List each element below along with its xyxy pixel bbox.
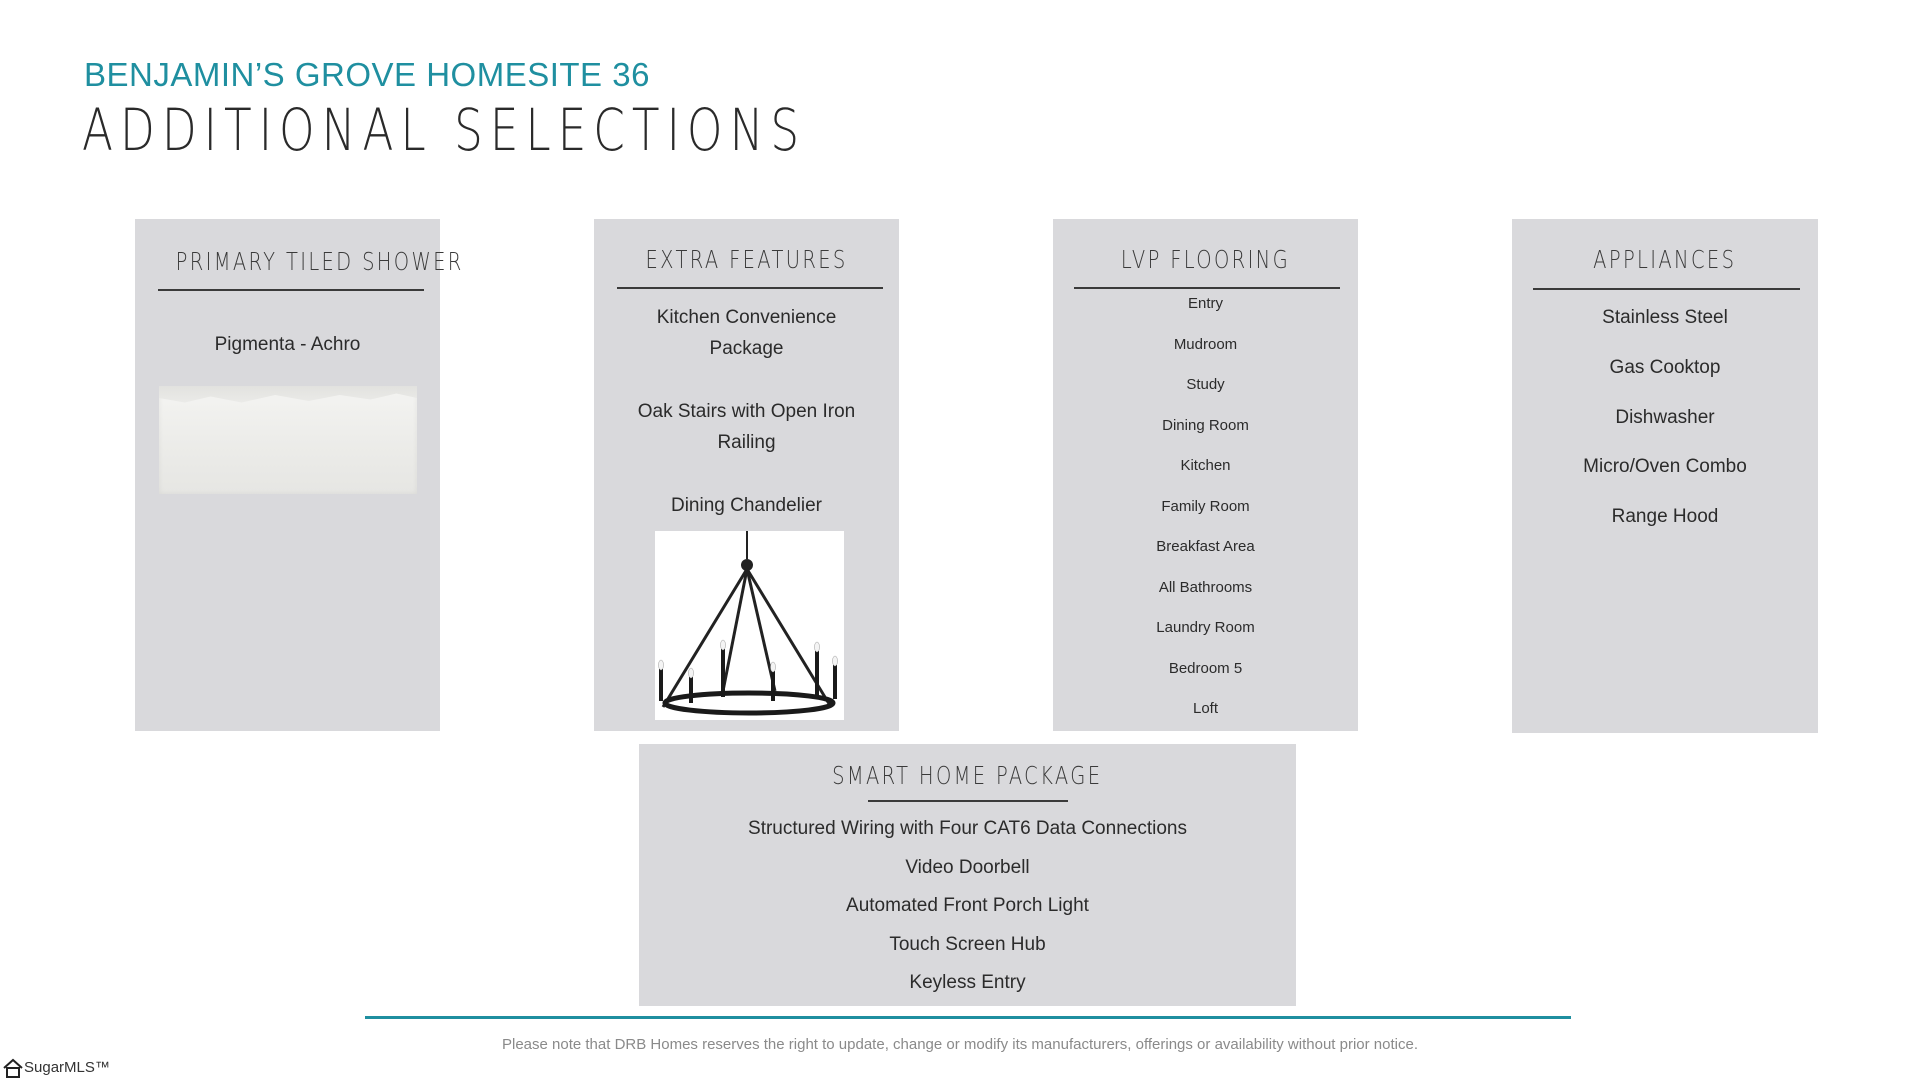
smart-item-touch-screen-hub: Touch Screen Hub (889, 934, 1046, 955)
lvp-item-bedroom-5: Bedroom 5 (1168, 660, 1243, 677)
extra-item-oak-stairs-cont: Railing (717, 432, 776, 453)
lvp-item-dining-room: Dining Room (1162, 417, 1249, 434)
page-title: ADDITIONAL SELECTIONS (82, 96, 807, 164)
lvp-item-kitchen: Kitchen (1180, 457, 1231, 474)
lvp-item-breakfast-area: Breakfast Area (1156, 538, 1255, 555)
footer-divider (365, 1016, 1571, 1019)
smart-home-card (639, 744, 1296, 1006)
lvp-item-loft: Loft (1192, 700, 1219, 717)
appliances-card (1512, 219, 1818, 733)
smart-item-video-doorbell: Video Doorbell (905, 857, 1030, 878)
appliances-rule (1533, 288, 1800, 290)
shower-card (135, 219, 464, 731)
smart-item-keyless-entry: Keyless Entry (909, 972, 1026, 993)
lvp-item-entry: Entry (1187, 295, 1223, 312)
lvp-item-family-room: Family Room (1161, 498, 1250, 515)
appliances-title: APPLIANCES (1593, 245, 1737, 274)
smart-item-structured-wiring: Structured Wiring with Four CAT6 Data Connections (748, 818, 1187, 839)
extra-features-title: EXTRA FEATURES (645, 245, 848, 274)
lvp-flooring-rule (1074, 287, 1340, 289)
extra-features-card (594, 219, 899, 731)
lvp-flooring-title: LVP FLOORING (1120, 245, 1291, 274)
tile-sample-image (159, 386, 417, 494)
lvp-item-study: Study (1186, 376, 1225, 393)
disclaimer-text: Please note that DRB Homes reserves the right to update, change or modify its manufacturers, offerings or availability without prior notice. (501, 1036, 1418, 1053)
chandelier-image (655, 531, 844, 720)
appliance-gas-cooktop: Gas Cooktop (1609, 357, 1721, 378)
lvp-item-mudroom: Mudroom (1173, 336, 1238, 353)
house-icon (2, 1058, 24, 1078)
extra-features-rule (617, 287, 883, 289)
lvp-item-laundry-room: Laundry Room (1156, 619, 1255, 636)
lvp-flooring-card (1053, 219, 1358, 731)
smart-home-rule (868, 800, 1068, 802)
appliance-dishwasher: Dishwasher (1615, 407, 1715, 428)
mls-watermark (2, 1058, 110, 1078)
extra-item-kitchen-convenience-cont: Package (709, 338, 784, 359)
smart-home-title: SMART HOME PACKAGE (832, 761, 1103, 790)
appliance-micro-oven-combo: Micro/Oven Combo (1583, 456, 1747, 477)
shower-title-rule (158, 289, 424, 291)
extra-item-kitchen-convenience: Kitchen Convenience (656, 307, 837, 328)
shower-card-title: PRIMARY TILED SHOWER (175, 247, 464, 276)
watermark-text: SugarMLS™ (24, 1058, 110, 1076)
extra-item-oak-stairs: Oak Stairs with Open Iron (637, 401, 856, 422)
shower-tile-name: Pigmenta - Achro (214, 334, 361, 355)
lvp-item-all-bathrooms: All Bathrooms (1158, 579, 1253, 596)
page-subtitle: BENJAMIN’S GROVE HOMESITE 36 (84, 56, 650, 93)
smart-item-porch-light: Automated Front Porch Light (846, 895, 1089, 916)
extra-item-dining-chandelier: Dining Chandelier (670, 495, 823, 516)
appliance-range-hood: Range Hood (1611, 506, 1719, 527)
appliance-stainless-steel: Stainless Steel (1602, 307, 1728, 328)
